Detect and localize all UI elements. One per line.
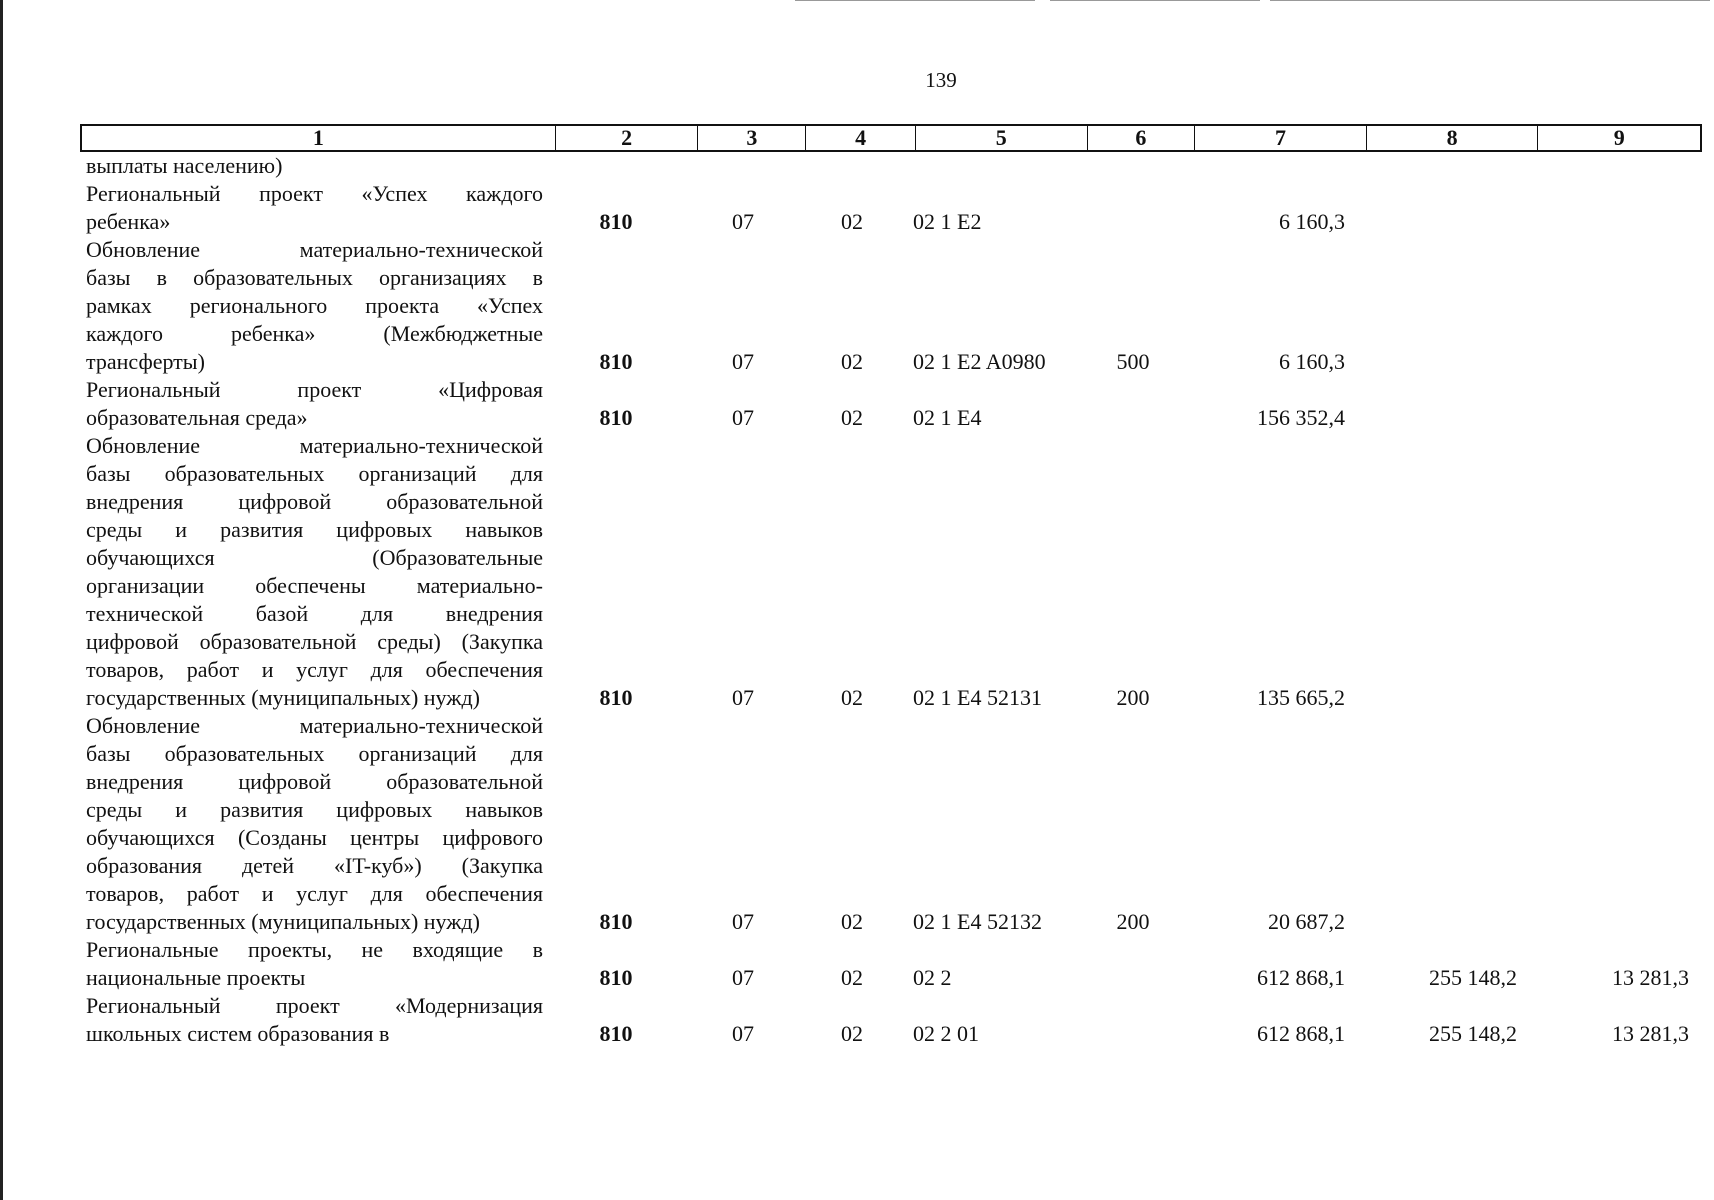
cell-col-3: 07 <box>732 965 754 990</box>
description-line: товаров, работ и услуг для обеспечения <box>86 881 543 906</box>
cell-col-2: 810 <box>599 965 633 990</box>
cell-col-3: 07 <box>732 909 754 934</box>
scan-top-mark <box>1270 0 1710 1</box>
description-line: внедрения цифровой образовательной <box>86 769 543 794</box>
table-body <box>86 152 1706 1048</box>
row-description <box>86 936 543 992</box>
table-row <box>86 432 1706 712</box>
cell-col-5: 02 1 E4 52132 <box>913 909 1042 934</box>
description-line: обучающихся (Образовательные <box>86 545 543 570</box>
header-col-3: 3 <box>698 126 806 150</box>
description-line: ребенка» <box>86 209 171 234</box>
header-col-8: 8 <box>1367 126 1539 150</box>
description-line: рамках регионального проекта «Успех <box>86 293 543 318</box>
description-line: образования детей «IT-куб») (Закупка <box>86 853 543 878</box>
header-col-6: 6 <box>1088 126 1196 150</box>
cell-col-2: 810 <box>599 405 633 430</box>
description-line: организации обеспечены материально- <box>86 573 543 598</box>
table-row <box>86 712 1706 936</box>
description-line: базы образовательных организаций для <box>86 461 543 486</box>
description-line: Обновление материально-технической <box>86 237 543 262</box>
row-description <box>86 152 543 180</box>
cell-col-5: 02 1 E2 <box>913 209 982 234</box>
cell-col-4: 02 <box>841 209 863 234</box>
table-row <box>86 152 1706 180</box>
cell-col-7: 6 160,3 <box>1279 209 1345 234</box>
cell-col-3: 07 <box>732 405 754 430</box>
cell-col-2: 810 <box>599 1021 633 1046</box>
description-line: Региональный проект «Успех каждого <box>86 181 543 206</box>
row-description <box>86 712 543 936</box>
table-row <box>86 236 1706 376</box>
header-col-4: 4 <box>806 126 916 150</box>
header-col-9: 9 <box>1613 125 1625 150</box>
cell-col-5: 02 2 <box>913 965 952 990</box>
row-description <box>86 992 543 1048</box>
cell-col-7: 135 665,2 <box>1257 685 1345 710</box>
cell-col-4: 02 <box>841 685 863 710</box>
cell-col-4: 02 <box>841 965 863 990</box>
description-line: цифровой образовательной среды) (Закупка <box>86 629 543 654</box>
cell-col-7: 156 352,4 <box>1257 405 1345 430</box>
cell-col-2: 810 <box>599 909 633 934</box>
description-line: Обновление материально-технической <box>86 433 543 458</box>
description-line: государственных (муниципальных) нужд) <box>86 685 480 710</box>
cell-col-7: 6 160,3 <box>1279 349 1345 374</box>
description-line: Обновление материально-технической <box>86 713 543 738</box>
description-line: трансферты) <box>86 349 205 374</box>
description-line: технической базой для внедрения <box>86 601 543 626</box>
cell-col-9: 13 281,3 <box>1612 1021 1689 1046</box>
description-line: образовательная среда» <box>86 405 308 430</box>
cell-col-6: 200 <box>1116 685 1150 710</box>
cell-col-2: 810 <box>599 685 633 710</box>
page-number: 139 <box>925 68 957 92</box>
cell-col-9: 13 281,3 <box>1612 965 1689 990</box>
cell-col-4: 02 <box>841 349 863 374</box>
cell-col-7: 612 868,1 <box>1257 965 1345 990</box>
cell-col-5: 02 1 E2 A0980 <box>913 349 1046 374</box>
table-row <box>86 376 1706 432</box>
cell-col-5: 02 1 E4 <box>913 405 982 430</box>
description-line: внедрения цифровой образовательной <box>86 489 543 514</box>
table-row <box>86 936 1706 992</box>
cell-col-5: 02 2 01 <box>913 1021 979 1046</box>
cell-col-3: 07 <box>732 209 754 234</box>
cell-col-4: 02 <box>841 909 863 934</box>
description-line: Региональный проект «Модернизация <box>86 993 543 1018</box>
header-col-7: 7 <box>1195 126 1367 150</box>
cell-col-3: 07 <box>732 1021 754 1046</box>
header-col-1: 1 <box>82 126 556 150</box>
description-line: национальные проекты <box>86 965 306 990</box>
row-description <box>86 180 543 236</box>
cell-col-4: 02 <box>841 1021 863 1046</box>
description-line: школьных систем образования в <box>86 1021 390 1046</box>
description-line: каждого ребенка» (Межбюджетные <box>86 321 543 346</box>
cell-col-6: 500 <box>1116 349 1150 374</box>
description-line: среды и развития цифровых навыков <box>86 797 543 822</box>
cell-col-7: 20 687,2 <box>1268 909 1345 934</box>
description-line: базы в образовательных организациях в <box>86 265 543 290</box>
description-line: выплаты населению) <box>86 153 283 178</box>
description-line: государственных (муниципальных) нужд) <box>86 909 480 934</box>
cell-col-8: 255 148,2 <box>1429 1021 1517 1046</box>
description-line: товаров, работ и услуг для обеспечения <box>86 657 543 682</box>
cell-col-3: 07 <box>732 685 754 710</box>
description-line: среды и развития цифровых навыков <box>86 517 543 542</box>
scan-top-mark <box>1050 0 1260 1</box>
table-row <box>86 180 1706 236</box>
description-line: Региональные проекты, не входящие в <box>86 937 543 962</box>
table-header <box>80 124 1702 152</box>
row-description <box>86 236 543 376</box>
description-line: базы образовательных организаций для <box>86 741 543 766</box>
row-description <box>86 376 543 432</box>
cell-col-5: 02 1 E4 52131 <box>913 685 1042 710</box>
scan-left-edge <box>0 0 3 1200</box>
description-line: обучающихся (Созданы центры цифрового <box>86 825 543 850</box>
cell-col-7: 612 868,1 <box>1257 1021 1345 1046</box>
cell-col-8: 255 148,2 <box>1429 965 1517 990</box>
table-row <box>86 992 1706 1048</box>
cell-col-2: 810 <box>599 349 633 374</box>
scan-top-mark <box>795 0 1035 1</box>
cell-col-4: 02 <box>841 405 863 430</box>
row-description <box>86 432 543 712</box>
cell-col-6: 200 <box>1116 909 1150 934</box>
cell-col-3: 07 <box>732 349 754 374</box>
cell-col-2: 810 <box>599 209 633 234</box>
header-col-5: 5 <box>916 126 1088 150</box>
header-col-2: 2 <box>556 126 699 150</box>
description-line: Региональный проект «Цифровая <box>86 377 543 402</box>
